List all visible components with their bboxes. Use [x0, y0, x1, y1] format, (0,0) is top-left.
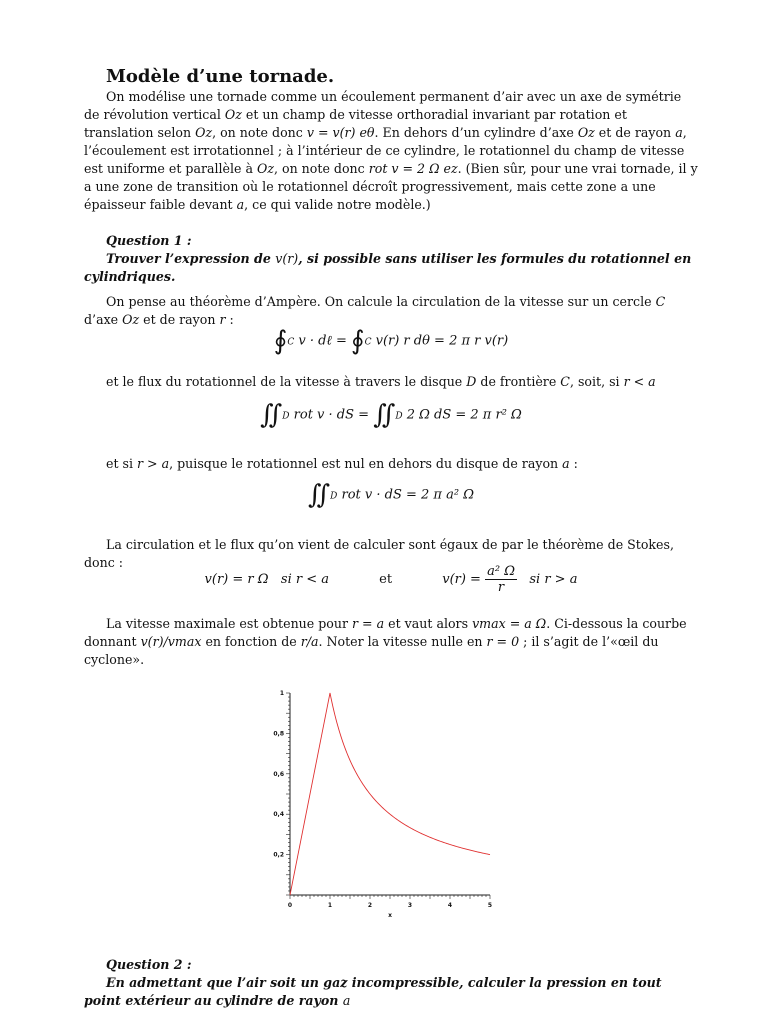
series-line	[290, 693, 490, 895]
x-tick-label: 1	[327, 902, 333, 909]
question-2-label: Question 2 :	[106, 957, 192, 972]
question-1-label: Question 1 :	[106, 233, 192, 248]
intro-paragraph: On modélise une tornade comme un écoulement permanent d’air avec un axe de symétrie de révolution vertical Oz et un champ de vitesse orthoradial invariant par rotation et translation selon Oz, on note donc v = v(r) eθ. En dehors d’un cylindre d’axe Oz et de rayon a, l’écoulement est irrotationnel ; à l’intérieur de ce cylindre, le rotationnel du champ de vitesse est uniforme et parallèle à Oz, on note donc rot v = 2 Ω ez. (Bien sûr, pour une vrai tornade, il y a une zone de transition où le rotationnel décroît progressivement, mais cette zone a une épaisseur faible devant a, ce qui valide notre modèle.)	[84, 89, 698, 212]
flux-paragraph: et le flux du rotationnel de la vitesse à travers le disque D de frontière C, soit, si r < a	[106, 374, 656, 389]
question-2-text: En admettant que l’air soit un gaz incompressible, calculer la pression en tout point extérieur au cylindre de rayon a	[84, 975, 662, 1008]
double-integral-sign: ∬	[308, 480, 331, 510]
velocity-profile-chart	[270, 685, 510, 925]
ampere-paragraph: On pense au théorème d’Ampère. On calcule la circulation de la vitesse sur un cercle C d’axe Oz et de rayon r :	[84, 294, 666, 327]
y-tick-label: 0,6	[273, 770, 284, 778]
double-integral-sign: ∬	[373, 400, 396, 430]
contour-integral-sign: ∮	[351, 326, 365, 356]
outside-paragraph: et si r > a, puisque le rotationnel est nul en dehors du disque de rayon a :	[106, 456, 578, 471]
page-title: Modèle d’une tornade.	[106, 66, 335, 87]
stokes-paragraph: La circulation et le flux qu’on vient de calculer sont égaux de par le théorème de Stokes, donc :	[84, 537, 674, 570]
y-tick-label: 0,2	[273, 851, 284, 859]
chart-ticks	[273, 690, 492, 919]
equation-flux-outside: ∬D rot v · dS = 2 π a² Ω	[308, 480, 474, 510]
y-tick-label: 1	[279, 690, 284, 697]
y-tick-label: 0,4	[273, 811, 284, 819]
equation-flux-inside: ∬D rot v · dS = ∬D 2 Ω dS = 2 π r² Ω	[260, 400, 522, 430]
question-1-text: Trouver l’expression de v(r), si possible sans utiliser les formules du rotationnel en cylindriques.	[84, 251, 692, 284]
fraction: $\frac{\text{a² Ω}}{r}$	[487, 564, 515, 595]
double-integral-sign: ∬	[260, 400, 283, 430]
chart-axes	[290, 693, 490, 895]
equation-velocity-result: v(r) = r Ω si r < a et v(r) = $\frac{\text{a² Ω}}{r}$ si r > a	[204, 564, 578, 595]
contour-integral-sign: ∮	[273, 326, 288, 356]
x-tick-label: 0	[287, 902, 293, 909]
velocity-definition: v = v(r) eθ	[306, 125, 375, 140]
x-tick-label: 4	[447, 902, 453, 909]
y-tick-label: 0,8	[273, 730, 284, 738]
x-tick-label: 2	[367, 902, 373, 909]
x-tick-label: 5	[487, 902, 493, 909]
equation-circulation: ∮C v · dℓ = ∮C v(r) r dθ = 2 π r v(r)	[273, 326, 509, 356]
x-tick-label: 3	[407, 902, 413, 909]
vmax-paragraph: La vitesse maximale est obtenue pour r = a et vaut alors vmax = a Ω. Ci-dessous la courbe donnant v(r)/vmax en fonction de r/a. Noter la vitesse nulle en r = 0 ; il s’agit de l’«œil du cyclone».	[84, 616, 687, 667]
chart-series	[290, 693, 490, 895]
x-axis-label: x	[388, 912, 392, 919]
rotational-definition: rot v = 2 Ω ez	[368, 161, 458, 176]
question-1	[84, 232, 698, 286]
question-2	[84, 956, 698, 1010]
